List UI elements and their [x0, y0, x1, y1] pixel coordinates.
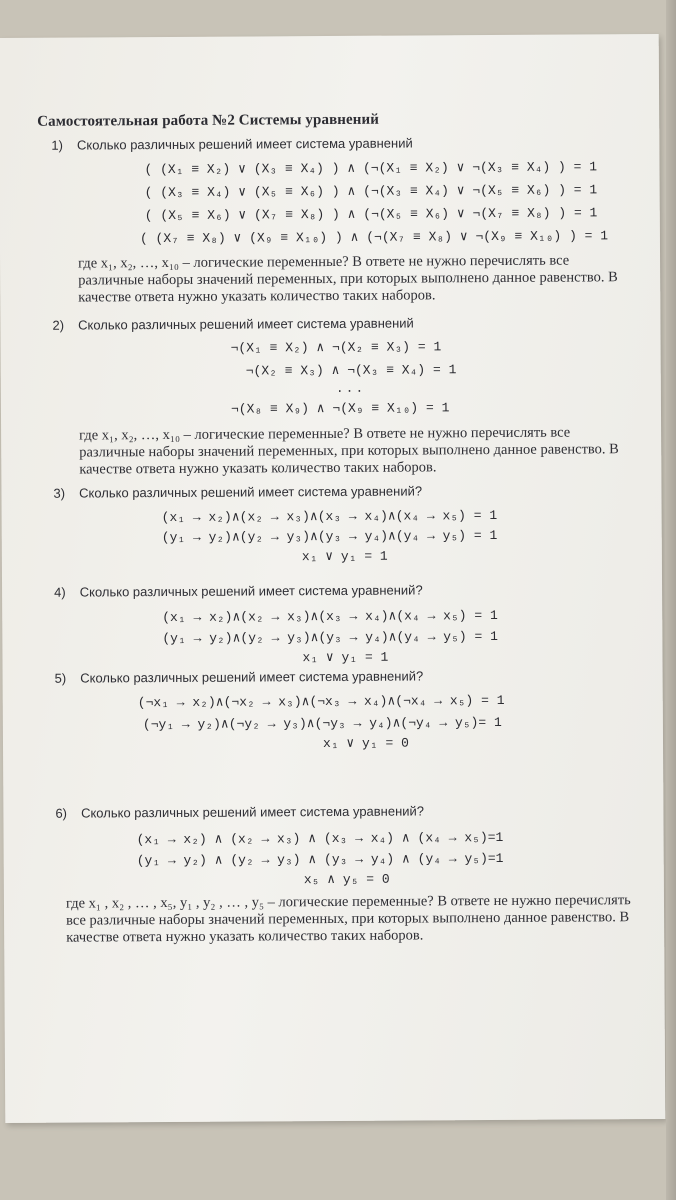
- task-3-question-text: Сколько различных решений имеет система уравнений?: [79, 483, 423, 501]
- task-5-number: 5): [54, 670, 67, 686]
- task-5-question-text: Сколько различных решений имеет система уравнений?: [80, 668, 424, 686]
- task-5-equation-3: x₁ ∨ y₁ = 0: [322, 735, 409, 752]
- task-6-equation-3: x₅ ∧ y₅ = 0: [303, 871, 390, 888]
- task-3-equation-2: (y₁ → y₂)∧(y₂ → y₃)∧(y₃ → y₄)∧(y₄ → y₅) = 1: [161, 527, 498, 546]
- task-6-note: где x₁ , x₂ , … , x₅, y₁ , y₂ , … , y₅ – логические переменные? В ответе не нужно перечислять все различные наборы значений переменных, при которых выполнено данное равенство. В качестве ответа нужно указать количество таких наборов.: [65, 892, 631, 946]
- task-3-number: 3): [53, 485, 66, 501]
- task-4-question: [54, 582, 423, 599]
- task-6-question-text: Сколько различных решений имеет система уравнений?: [81, 803, 425, 821]
- task-5-equation-1: (¬x₁ → x₂)∧(¬x₂ → x₃)∧(¬x₃ → x₄)∧(¬x₄ → x₅) = 1: [137, 692, 505, 711]
- task-1-number: 1): [51, 137, 63, 153]
- task-4-equation-2: (y₁ → y₂)∧(y₂ → y₃)∧(y₃ → y₄)∧(y₄ → y₅) = 1: [162, 628, 498, 647]
- task-2-equation-3: ¬(X₈ ≡ X₉) ∧ ¬(X₉ ≡ X₁₀) = 1: [230, 400, 450, 417]
- task-2-ellipsis: ...: [335, 380, 366, 396]
- task-2-note: где x₁, x₂, …, x₁₀ – логические переменные? В ответе не нужно перечислять все различные наборы значений переменных, при которых выполнено данное равенство. В качестве ответа нужно указать количество таких наборов.: [79, 424, 619, 478]
- task-2-question: [52, 315, 413, 332]
- task-6-equation-1: (x₁ → x₂) ∧ (x₂ → x₃) ∧ (x₃ → x₄) ∧ (x₄ → x₅)=1: [136, 829, 504, 848]
- task-4-equation-3: x₁ ∨ y₁ = 1: [302, 649, 389, 666]
- task-6-equation-2: (y₁ → y₂) ∧ (y₂ → y₃) ∧ (y₃ → y₄) ∧ (y₄ → y₅)=1: [136, 850, 504, 869]
- task-1-equation-3: ( (X₅ ≡ X₆) ∨ (X₇ ≡ X₈) ) ∧ (¬(X₅ ≡ X₆) ∨ ¬(X₇ ≡ X₈) ) = 1: [144, 205, 598, 224]
- task-6-question: [55, 803, 424, 820]
- task-1-equation-2: ( (X₃ ≡ X₄) ∨ (X₅ ≡ X₆) ) ∧ (¬(X₃ ≡ X₄) ∨ ¬(X₅ ≡ X₆) ) = 1: [144, 182, 598, 201]
- task-4-question-text: Сколько различных решений имеет система уравнений?: [79, 582, 423, 600]
- task-6-number: 6): [55, 805, 68, 821]
- task-2-question-text: Сколько различных решений имеет система уравнений: [78, 315, 414, 333]
- task-3-question: [53, 483, 422, 500]
- task-4-equation-1: (x₁ → x₂)∧(x₂ → x₃)∧(x₃ → x₄)∧(x₄ → x₅) = 1: [162, 607, 498, 626]
- page-title: Самостоятельная работа №2 Системы уравнений: [37, 111, 380, 130]
- task-3-equation-1: (x₁ → x₂)∧(x₂ → x₃)∧(x₃ → x₄)∧(x₄ → x₅) = 1: [161, 507, 498, 526]
- task-5-question: [55, 668, 424, 685]
- task-1-equation-4: ( (X₇ ≡ X₈) ∨ (X₉ ≡ X₁₀) ) ∧ (¬(X₇ ≡ X₈) ∨ ¬(X₉ ≡ X₁₀) ) = 1: [139, 228, 609, 247]
- paper-fold-edge: [666, 0, 676, 1200]
- task-4-number: 4): [54, 584, 66, 600]
- task-1-question-text: Сколько различных решений имеет система уравнений: [76, 135, 413, 153]
- task-1-question: [51, 135, 412, 152]
- task-2-equation-1: ¬(X₁ ≡ X₂) ∧ ¬(X₂ ≡ X₃) = 1: [230, 339, 442, 356]
- task-3-equation-3: x₁ ∨ y₁ = 1: [301, 548, 388, 565]
- task-1-note: где x₁, x₂, …, x₁₀ – логические переменные? В ответе не нужно перечислять все различные наборы значений переменных, при которых выполнено данное равенство. В качестве ответа нужно указать количество таких наборов.: [78, 252, 618, 306]
- task-2-equation-2: ¬(X₂ ≡ X₃) ∧ ¬(X₃ ≡ X₄) = 1: [245, 362, 457, 379]
- task-2-number: 2): [52, 317, 65, 333]
- task-5-equation-2: (¬y₁ → y₂)∧(¬y₂ → y₃)∧(¬y₃ → y₄)∧(¬y₄ → y₅)= 1: [142, 714, 502, 733]
- paper-sheet: [0, 34, 665, 1123]
- task-1-equation-1: ( (X₁ ≡ X₂) ∨ (X₃ ≡ X₄) ) ∧ (¬(X₁ ≡ X₂) ∨ ¬(X₃ ≡ X₄) ) = 1: [144, 159, 598, 178]
